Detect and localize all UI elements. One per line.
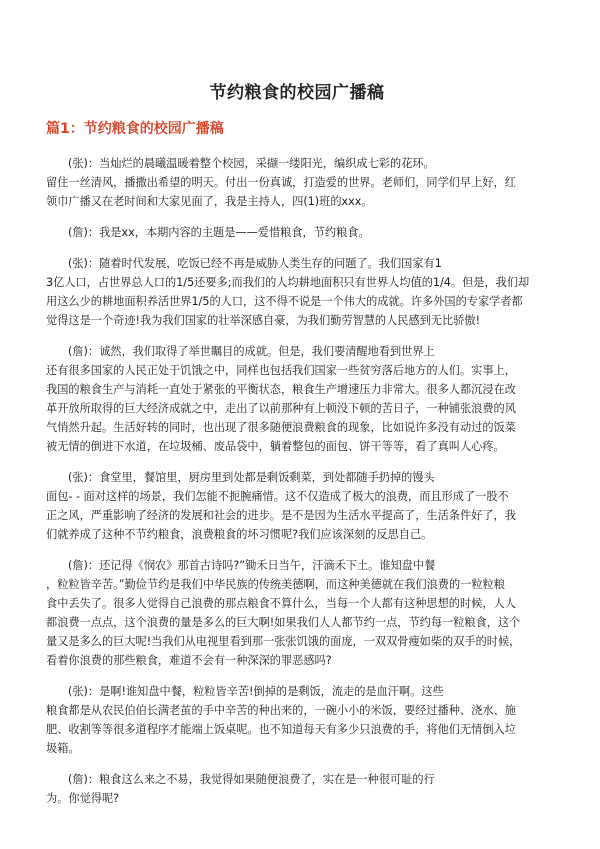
text-line: (张)：随着时代发展，吃饭已经不再是威胁人类生存的问题了。我们国家有1 (68, 257, 442, 270)
text-line: (张)：食堂里，餐馆里，厨房里到处都是剩饭剩菜，到处都随手扔掉的馒头 (68, 471, 435, 484)
paragraph-zhan-closing (46, 770, 548, 808)
text-line: ，粒粒皆辛苦。”勤俭节约是我们中华民族的传统美德啊，而这种美德就在我们浪费的一粒粒粮 (46, 578, 505, 591)
paragraph-zhan-waste (46, 342, 548, 456)
text-line: 我国的粮食生产与消耗一直处于紧张的平衡状态，粮食生产增速压力非常大。很多人都沉浸在改 (46, 383, 516, 396)
text-line: 看着你浪费的那些粮食，难道不会有一种深深的罪恶感吗? (46, 654, 332, 667)
text-line: 革开放所取得的巨大经济成就之中，走出了以前那种有上顿没下顿的苦日子，一种铺张浪费的风 (46, 402, 516, 415)
text-line: (詹)：诚然，我们取得了举世瞩目的成就。但是，我们要清醒地看到世界上 (68, 345, 435, 358)
text-line: 留住一丝清风，播撒出希望的明天。付出一份真诚，打造爱的世界。老师们，同学们早上好，红 (46, 176, 516, 189)
paragraph-zhan-topic (46, 223, 548, 242)
text-line: (詹)：粮食这么来之不易，我觉得如果随便浪费了，实在是一种很可耻的行 (68, 773, 435, 786)
text-line: 3亿人口，占世界总人口的1/5还要多;而我们的人均耕地面积只有世界人均值的1/4。但是，我们却 (46, 276, 530, 289)
paragraph-zhang-achievement (46, 254, 548, 330)
text-line: (詹)：还记得《悯农》那首古诗吗?”锄禾日当午，汗滴禾下土。谁知盘中餐 (68, 559, 436, 572)
text-line: 量又是多么的巨大呢!当我们从电视里看到那一张张饥饿的面庞，一双双骨瘦如柴的双手的时候， (46, 635, 521, 648)
text-line: 气悄然升起。生活好转的同时，也出现了很多随便浪费粮食的现象，比如说许多没有动过的饭菜 (46, 421, 516, 434)
text-line: 粮食都是从农民伯伯长满老茧的手中辛苦的种出来的，一碗小小的米饭，要经过播种、浇水、施 (46, 704, 516, 717)
text-line: 圾箱。 (46, 742, 80, 755)
paragraph-zhan-poem (46, 556, 548, 670)
text-line: 面包- - 面对这样的场景，我们怎能不扼腕痛惜。这不仅造成了极大的浪费，而且形成了一股不 (46, 490, 509, 503)
document-title: 节约粮食的校园广播稿 (209, 83, 385, 103)
text-line: 为。你觉得呢? (46, 792, 120, 805)
paragraph-zhang-farmers (46, 682, 548, 758)
text-line: 正之风，严重影响了经济的发展和社会的进步。是不是因为生活水平提高了，生活条件好了，我 (46, 509, 516, 522)
text-line: 肥、收割等等很多道程序才能端上饭桌呢。也不知道每天有多少只浪费的手，将他们无情倒入垃 (46, 723, 516, 736)
paragraph-zhang-canteen (46, 468, 548, 544)
text-line: (张)：是啊!谁知盘中餐，粒粒皆辛苦!倒掉的是剩饭，流走的是血汗啊。这些 (68, 685, 444, 698)
text-line: 食中丢失了。很多人觉得自己浪费的那点粮食不算什么，当每一个人都有这种思想的时候，人人 (46, 597, 516, 610)
text-line: 都浪费一点点，这个浪费的量是多么的巨大啊!如果我们人人都节约一点，节约每一粒粮食，这个 (46, 616, 521, 629)
text-line: (詹)：我是xx，本期内容的主题是——爱惜粮食，节约粮食。 (68, 226, 370, 239)
text-line: 用这么少的耕地面积养活世界1/5的人口，这不得不说是一个伟大的成就。许多外国的专家学者都 (46, 295, 523, 308)
paragraph-zhang-opening (46, 154, 548, 211)
text-line: 被无情的倒进下水道，在垃圾桶、废品袋中，躺着整包的面包、饼干等等，看了真叫人心疼。 (46, 440, 505, 453)
text-line: 还有很多国家的人民正处于饥饿之中，同样也包括我们国家一些贫穷落后地方的人们。实事上， (46, 364, 516, 377)
text-line: 们就养成了这种不节约粮食，浪费粮食的坏习惯呢?我们应该深刻的反思自己。 (46, 528, 433, 541)
text-line: 领巾广播又在老时间和大家见面了，我是主持人，四(1)班的xxx。 (46, 195, 373, 208)
text-line: 觉得这是一个奇迹!我为我们国家的壮举深感自豪，为我们勤劳智慧的人民感到无比骄傲! (46, 314, 481, 327)
text-line: (张)：当灿烂的晨曦温暖着整个校园，采撷一缕阳光，编织成七彩的花环。 (68, 157, 435, 170)
section-heading: 篇1：节约粮食的校园广播稿 (46, 121, 224, 137)
